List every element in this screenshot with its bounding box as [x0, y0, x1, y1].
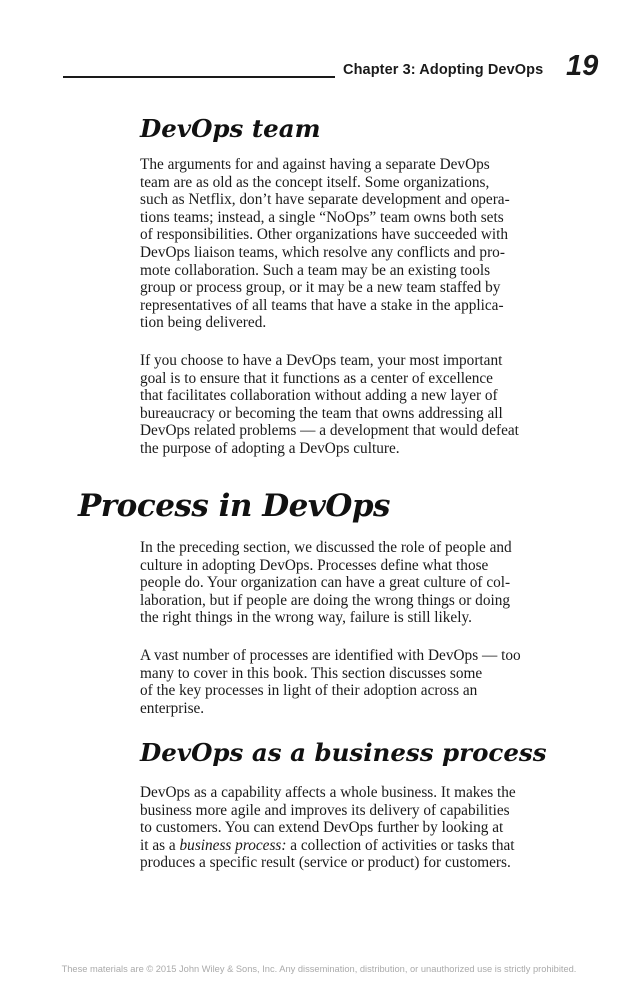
text-line: mote collaboration. Such a team may be an existing tools — [140, 261, 491, 279]
paragraph — [140, 647, 580, 717]
text-line — [140, 837, 580, 855]
text-line: of responsibilities. Other organizations have succeeded with — [140, 226, 509, 244]
text-run: a collection of activities or tasks that — [286, 836, 515, 854]
text-run: it as a — [140, 836, 180, 854]
text-line: A vast number of processes are identified with DevOps — too — [140, 647, 521, 664]
text-line: many to cover in this book. This section discusses some — [140, 664, 483, 682]
text-line: representatives of all teams that have a stake in the applica- — [140, 296, 504, 314]
page-number: 19 — [566, 50, 599, 82]
text-line: DevOps liaison teams, which resolve any conflicts and pro- — [140, 243, 505, 261]
text-line: of the key processes in light of their adoption across an — [140, 682, 478, 700]
text-line: laboration, but if people are doing the wrong things or doing — [140, 591, 511, 609]
text-line: to customers. You can extend DevOps further by looking at — [140, 819, 504, 837]
text-line: DevOps related problems — a development that would defeat — [140, 422, 519, 440]
paragraph — [140, 784, 580, 872]
text-line: In the preceding section, we discussed the role of people and — [140, 539, 512, 556]
copyright-footer: These materials are © 2015 John Wiley & Sons, Inc. Any dissemination, distribution, or unauthorized use is strictly prohibited. — [61, 964, 577, 974]
chapter-title: Chapter 3: Adopting DevOps — [343, 62, 544, 78]
text-line: group or process group, or it may be a new team staffed by — [140, 279, 501, 297]
section-heading-process-in-devops: Process in DevOps — [78, 488, 390, 524]
text-line: team are as old as the concept itself. Some organizations, — [140, 173, 490, 191]
text-line: enterprise. — [140, 699, 205, 717]
text-line: that facilitates collaboration without adding a new layer of — [140, 387, 498, 405]
text-line: culture in adopting DevOps. Processes define what those — [140, 556, 489, 574]
text-line: The arguments for and against having a separate DevOps — [140, 156, 490, 173]
text-line: tions teams; instead, a single “NoOps” team owns both sets — [140, 208, 504, 226]
text-line: people do. Your organization can have a great culture of col- — [140, 574, 511, 592]
section-heading-devops-team: DevOps team — [140, 114, 321, 143]
paragraph — [140, 352, 580, 458]
header-rule — [63, 76, 335, 78]
text-line: the purpose of adopting a DevOps culture. — [140, 439, 400, 457]
text-line: such as Netflix, don’t have separate development and opera- — [140, 191, 510, 209]
paragraph — [140, 156, 580, 332]
paragraph — [140, 539, 580, 627]
text-line: tion being delivered. — [140, 314, 267, 332]
text-line: goal is to ensure that it functions as a center of excellence — [140, 369, 493, 387]
text-line: DevOps as a capability affects a whole business. It makes the — [140, 784, 516, 801]
text-line: produces a specific result (service or product) for customers. — [140, 854, 511, 872]
text-line: business more agile and improves its delivery of capabilities — [140, 801, 510, 819]
text-line: the right things in the wrong way, failure is still likely. — [140, 609, 472, 627]
section-heading-devops-business-process: DevOps as a business process — [140, 738, 547, 767]
italic-term: business process: — [179, 836, 287, 854]
text-line: If you choose to have a DevOps team, your most important — [140, 352, 503, 369]
text-line: bureaucracy or becoming the team that owns addressing all — [140, 404, 503, 422]
